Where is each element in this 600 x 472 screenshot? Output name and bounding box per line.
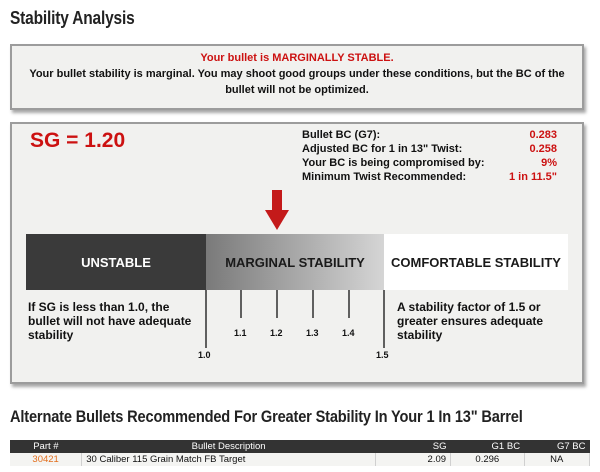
g7-bc-cell: NA [524,453,589,466]
part-number-cell [10,453,82,466]
column-header-part: Part # [10,440,82,453]
comfortable-description: A stability factor of 1.5 or greater ensures adequate stability [397,300,544,342]
tick-label-1-2: 1.2 [270,328,283,338]
stat-value-compromised: 9% [541,157,557,169]
g1-bc-cell: 0.296 [451,453,525,466]
stability-scale-bar [26,234,568,290]
stat-label-compromised: Your BC is being compromised by: [302,157,485,169]
page-title: Stability Analysis [10,8,135,28]
stability-alert-text: Your bullet is MARGINALLY STABLE. [200,52,394,64]
sg-value: SG = 1.20 [30,129,126,152]
comfortable-stability-zone: COMFORTABLE STABILITY [384,234,568,290]
column-header-description: Bullet Description [82,440,376,453]
stat-label-adjusted-bc: Adjusted BC for 1 in 13" Twist: [302,143,463,155]
column-header-sg: SG [375,440,450,453]
unstable-description: If SG is less than 1.0, the bullet will not have adequate stability [28,300,192,342]
sg-cell: 2.09 [375,453,450,466]
unstable-zone: UNSTABLE [26,234,206,290]
tick-label-1-0: 1.0 [198,350,211,360]
table-header-row [10,440,590,453]
stat-label-min-twist: Minimum Twist Recommended: [302,171,467,183]
sg-marker-arrow-icon [264,190,290,232]
column-header-g1-bc: G1 BC [451,440,525,453]
marginal-stability-zone: MARGINAL STABILITY [206,234,384,290]
stability-message-text: Your bullet stability is marginal. You may shoot good groups under these conditions, but the BC of the bullet will not be optimized. [29,68,565,96]
column-header-g7-bc: G7 BC [524,440,589,453]
bullet-description-cell: 30 Caliber 115 Grain Match FB Target [82,453,376,466]
stability-chart-panel [10,122,584,384]
alternate-bullets-title: Alternate Bullets Recommended For Greater Stability In Your 1 In 13" Barrel [10,407,523,426]
stat-value-adjusted-bc: 0.258 [529,143,557,155]
part-number-link[interactable]: 30421 [32,454,59,465]
stat-value-min-twist: 1 in 11.5" [508,171,557,183]
tick-label-1-4: 1.4 [342,328,355,338]
tick-label-1-1: 1.1 [234,328,247,338]
stability-message-box [10,44,584,110]
tick-label-1-5: 1.5 [376,350,389,360]
alternate-bullets-table [10,440,590,466]
table-row [10,453,590,466]
stat-value-bc: 0.283 [529,129,557,141]
stat-label-bc: Bullet BC (G7): [302,129,381,141]
tick-label-1-3: 1.3 [306,328,319,338]
